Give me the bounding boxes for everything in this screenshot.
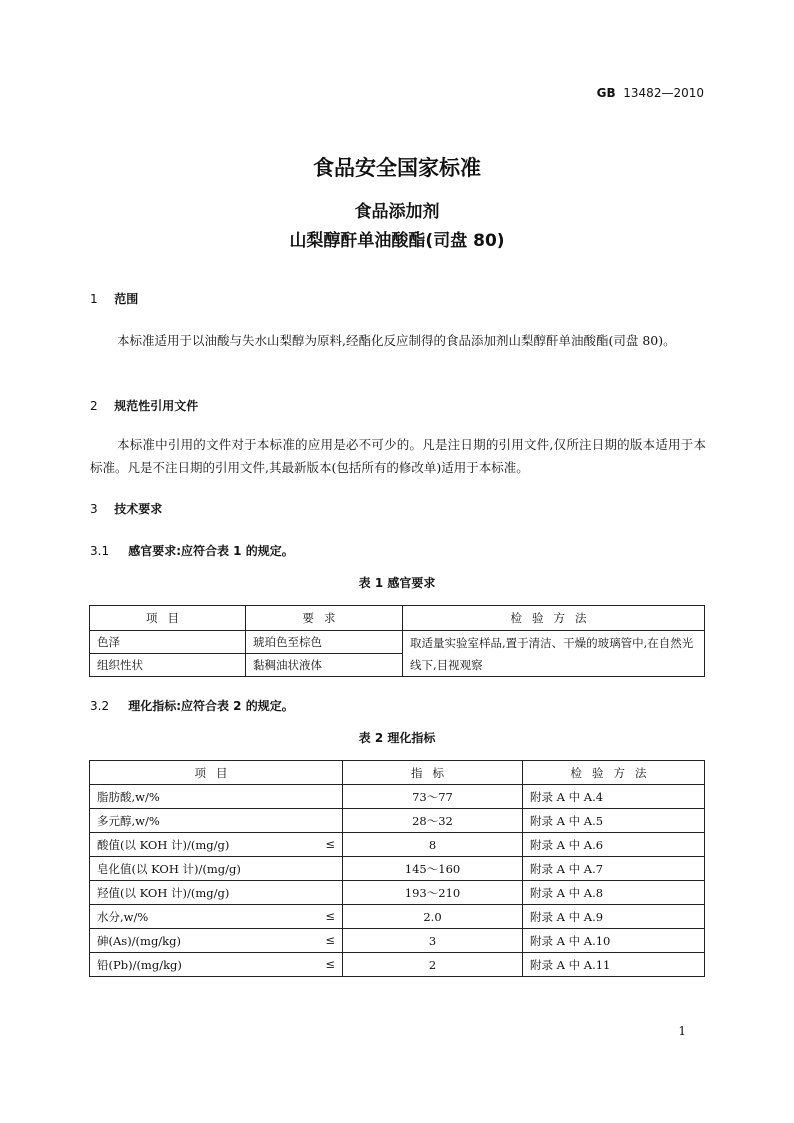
cell-test-method: 附录 A 中 A.8 bbox=[523, 881, 705, 905]
table-row bbox=[90, 953, 705, 977]
cell-item: 多元醇,w/% bbox=[90, 809, 343, 833]
header-test-method: 检验方法 bbox=[523, 761, 705, 785]
less-equal-symbol: ≤ bbox=[325, 836, 335, 851]
header-indicator: 指标 bbox=[343, 761, 523, 785]
table-header-row bbox=[90, 761, 705, 785]
section-title: 感官要求:应符合表 1 的规定。 bbox=[128, 544, 294, 558]
sensory-requirements-table bbox=[89, 605, 705, 677]
cell-test-method: 附录 A 中 A.6 bbox=[523, 833, 705, 857]
cell-value: 2 bbox=[343, 953, 523, 977]
header-requirement: 要求 bbox=[246, 606, 403, 631]
cell-test-method: 附录 A 中 A.9 bbox=[523, 905, 705, 929]
section-title: 规范性引用文件 bbox=[114, 399, 199, 413]
cell-item: 色泽 bbox=[90, 631, 246, 654]
document-subtitle-category: 食品添加剂 bbox=[354, 202, 440, 222]
less-equal-symbol: ≤ bbox=[325, 956, 335, 971]
cell-item: ≤ 铅(Pb)/(mg/kg) bbox=[90, 953, 343, 977]
section-number: 3.2 bbox=[90, 699, 110, 713]
section-number: 1 bbox=[90, 292, 98, 306]
cell-value: 28～32 bbox=[343, 809, 523, 833]
table-row bbox=[90, 785, 705, 809]
cell-test-method: 附录 A 中 A.7 bbox=[523, 857, 705, 881]
section-3-1-heading bbox=[90, 542, 294, 559]
cell-value: 145～160 bbox=[343, 857, 523, 881]
table-header-row bbox=[90, 606, 705, 631]
cell-value: 8 bbox=[343, 833, 523, 857]
document-title: 食品安全国家标准 bbox=[313, 156, 481, 180]
section-3-heading bbox=[90, 500, 162, 517]
section-2-heading bbox=[90, 397, 198, 414]
section-1-heading bbox=[90, 290, 138, 307]
standard-code: 13482—2010 bbox=[623, 86, 704, 100]
cell-item: ≤ 砷(As)/(mg/kg) bbox=[90, 929, 343, 953]
physicochemical-indicators-table bbox=[89, 760, 705, 977]
less-equal-symbol: ≤ bbox=[325, 932, 335, 947]
table-1-caption: 表 1 感官要求 bbox=[358, 576, 436, 590]
table-row bbox=[90, 905, 705, 929]
table-row bbox=[90, 631, 705, 654]
table-row bbox=[90, 809, 705, 833]
section-3-2-heading bbox=[90, 697, 294, 714]
document-subtitle-product: 山梨醇酐单油酸酯(司盘 80) bbox=[289, 231, 505, 251]
table-row bbox=[90, 929, 705, 953]
table-row bbox=[90, 857, 705, 881]
cell-item: ≤ 酸值(以 KOH 计)/(mg/g) bbox=[90, 833, 343, 857]
less-equal-symbol: ≤ bbox=[325, 908, 335, 923]
cell-value: 193～210 bbox=[343, 881, 523, 905]
section-number: 2 bbox=[90, 399, 98, 413]
header-item: 项目 bbox=[90, 606, 246, 631]
cell-value: 3 bbox=[343, 929, 523, 953]
page-number: 1 bbox=[678, 1024, 686, 1038]
section-number: 3 bbox=[90, 502, 98, 516]
section-title: 范围 bbox=[114, 292, 139, 306]
cell-requirement: 黏稠油状液体 bbox=[246, 654, 403, 677]
cell-requirement: 琥珀色至棕色 bbox=[246, 631, 403, 654]
header-item: 项目 bbox=[90, 761, 343, 785]
standard-number bbox=[597, 86, 704, 100]
cell-item: 皂化值(以 KOH 计)/(mg/g) bbox=[90, 857, 343, 881]
section-number: 3.1 bbox=[90, 544, 110, 558]
section-2-text: 本标准中引用的文件对于本标准的应用是必不可少的。凡是注日期的引用文件,仅所注日期的版本适用于本标准。凡是不注日期的引用文件,其最新版本(包括所有的修改单)适用于本标准。 bbox=[90, 437, 706, 475]
cell-item: 组织性状 bbox=[90, 654, 246, 677]
cell-item: ≤ 水分,w/% bbox=[90, 905, 343, 929]
section-title: 理化指标:应符合表 2 的规定。 bbox=[128, 699, 294, 713]
section-title: 技术要求 bbox=[114, 502, 163, 516]
cell-test-method: 附录 A 中 A.10 bbox=[523, 929, 705, 953]
cell-item: 羟值(以 KOH 计)/(mg/g) bbox=[90, 881, 343, 905]
header-test-method: 检验方法 bbox=[403, 606, 705, 631]
cell-test-method: 附录 A 中 A.11 bbox=[523, 953, 705, 977]
table-2-caption: 表 2 理化指标 bbox=[358, 731, 436, 745]
cell-value: 2.0 bbox=[343, 905, 523, 929]
cell-test-method: 取适量实验室样品,置于清洁、干燥的玻璃管中,在自然光线下,目视观察 bbox=[403, 631, 705, 677]
standard-prefix: GB bbox=[596, 86, 616, 100]
table-row bbox=[90, 881, 705, 905]
section-1-text: 本标准适用于以油酸与失水山梨醇为原料,经酯化反应制得的食品添加剂山梨醇酐单油酸酯(司盘 80)。 bbox=[117, 333, 676, 348]
cell-test-method: 附录 A 中 A.4 bbox=[523, 785, 705, 809]
cell-item: 脂肪酸,w/% bbox=[90, 785, 343, 809]
cell-test-method: 附录 A 中 A.5 bbox=[523, 809, 705, 833]
table-row bbox=[90, 833, 705, 857]
cell-value: 73～77 bbox=[343, 785, 523, 809]
